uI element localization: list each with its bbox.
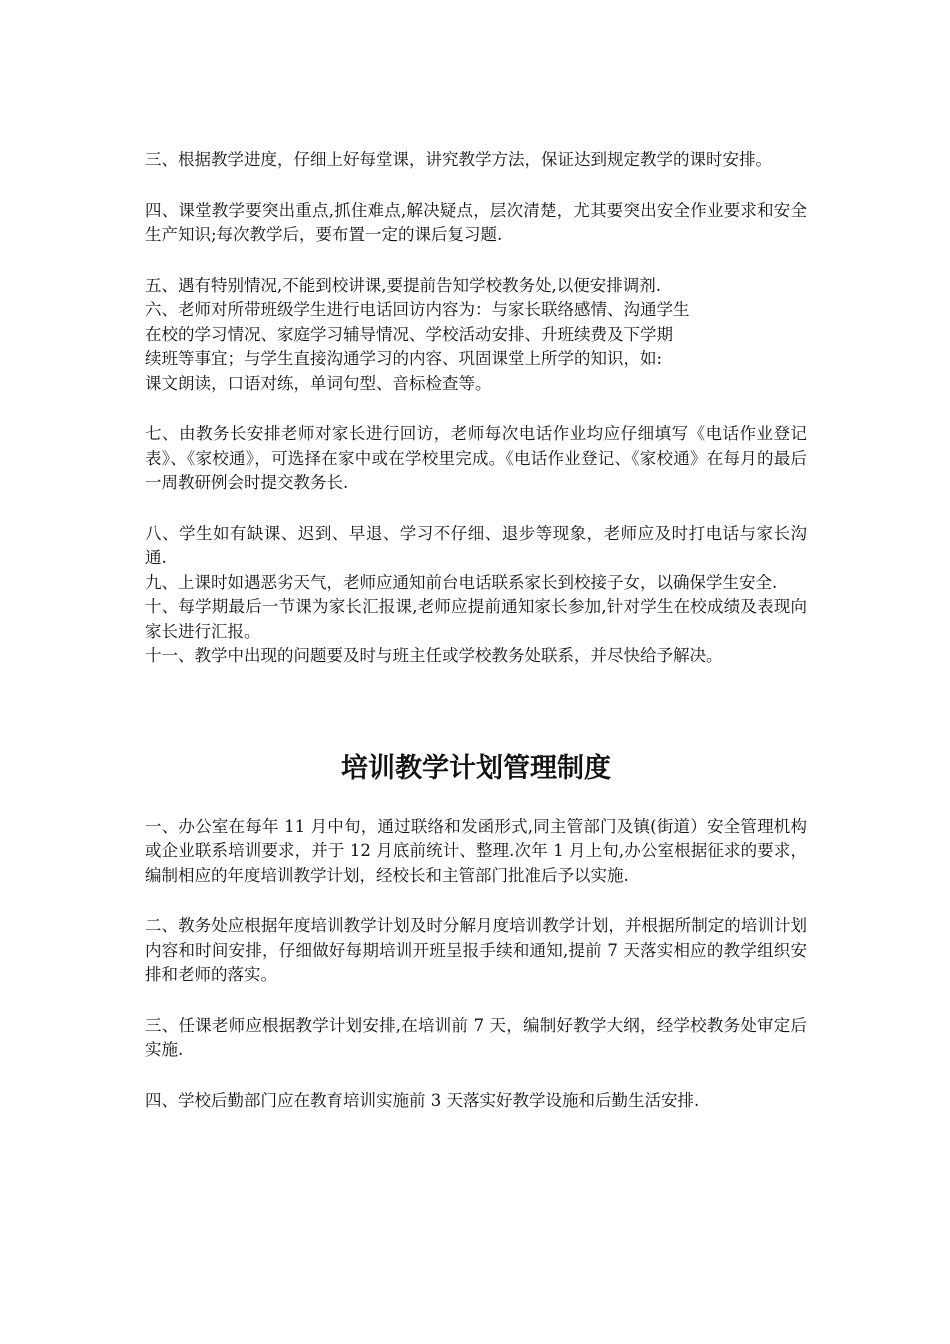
plan-paragraph-4: 四、学校后勤部门应在教育培训实施前 3 天落实好教学设施和后勤生活安排. (145, 1090, 700, 1110)
paragraph-3: 三、根据教学进度，仔细上好每堂课，讲究教学方法，保证达到规定教学的课时安排。 (145, 150, 772, 169)
paragraph-6 (145, 298, 807, 396)
paragraph-5: 五、遇有特别情况,不能到校讲课,要提前告知学校教务处,以便安排调剂. (145, 275, 661, 295)
paragraph-8: 八、学生如有缺课、迟到、早退、学习不仔细、退步等现象，老师应及时打电话与家长沟通. (145, 523, 807, 567)
paragraph-6-line: 六、老师对所带班级学生进行电话回访内容为：与家长联络感情、沟通学生 (145, 300, 690, 319)
document-page (145, 148, 807, 1113)
plan-paragraph-1: 一、办公室在每年 11 月中旬，通过联络和发函形式,同主管部门及镇(街道）安全管理机构或企业联系培训要求，并于 12 月底前统计、整理.次年 1 月上旬,办公室根据征求的要求，编制相应的年度培训教学计划，经校长和主管部门批准后予以实施. (145, 816, 807, 885)
plan-paragraph-2: 二、教务处应根据年度培训教学计划及时分解月度培训教学计划，并根据所制定的培训计划内容和时间安排，仔细做好每期培训开班呈报手续和通知,提前 7 天落实相应的教学组织安排和老师的落实。 (145, 916, 807, 984)
paragraph-6-line: 课文朗读，口语对练，单词句型、音标检查等。 (145, 373, 492, 393)
paragraph-7: 七、由教务长安排老师对家长进行回访，老师每次电话作业均应仔细填写《电话作业登记表》、《家校通》，可选择在家中或在学校里完成。《电话作业登记、《家校通》在每月的最后一周教研例会时提交教务长. (145, 424, 807, 492)
paragraph-10: 十、每学期最后一节课为家长汇报课,老师应提前通知家长参加,针对学生在校成绩及表现向家长进行汇报。 (145, 597, 807, 641)
section-title: 培训教学计划管理制度 (341, 752, 611, 784)
paragraph-6-line: 在校的学习情况、家庭学习辅导情况、学校活动安排、升班续费及下学期 (145, 324, 673, 344)
paragraph-9: 九、上课时如遇恶劣天气，老师应通知前台电话联系家长到校接子女，以确保学生安全. (145, 572, 778, 592)
plan-paragraph-3: 三、任课老师应根据教学计划安排,在培训前 7 天，编制好教学大纲，经学校教务处审定后实施. (145, 1015, 807, 1059)
paragraph-11: 十一、教学中出现的问题要及时与班主任或学校教务处联系，并尽快给予解决。 (145, 646, 723, 665)
paragraph-4: 四、课堂教学要突出重点,抓住难点,解决疑点，层次清楚，尤其要突出安全作业要求和安全生产知识;每次教学后，要布置一定的课后复习题. (145, 200, 807, 244)
paragraph-6-line: 续班等事宜；与学生直接沟通学习的内容、巩固课堂上所学的知识，如: (145, 349, 663, 368)
